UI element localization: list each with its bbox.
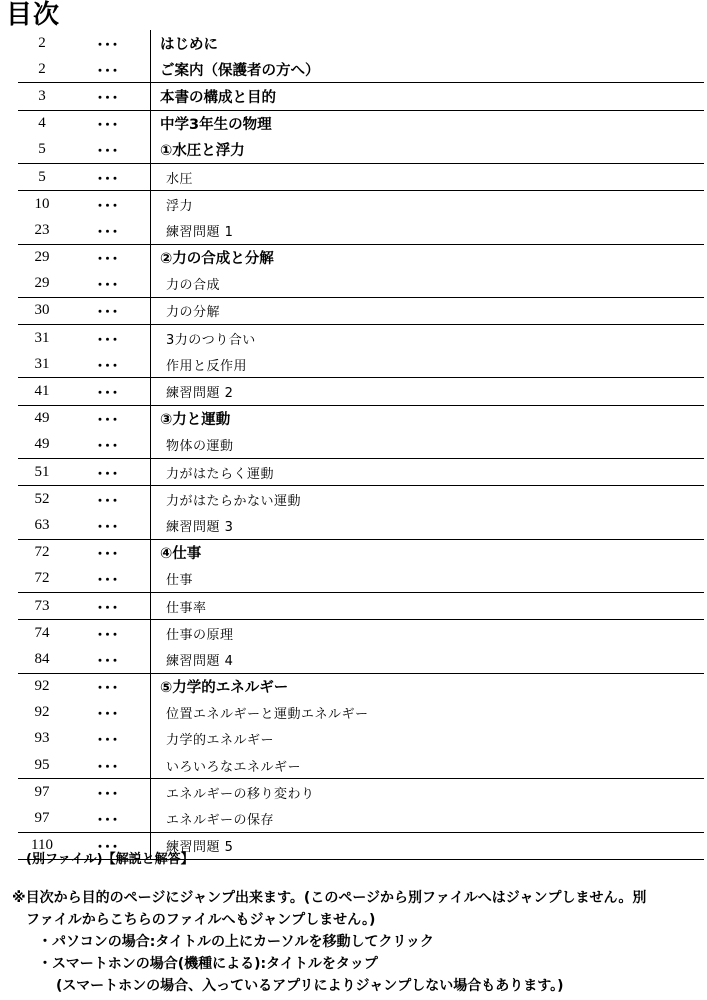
toc-entry-title[interactable]: 力の合成	[151, 271, 705, 298]
toc-entry[interactable]	[18, 405, 704, 432]
jump-note	[12, 887, 702, 997]
toc-leader-dots: ･･･	[66, 110, 151, 137]
toc-entry-title[interactable]: ①水圧と浮力	[151, 137, 705, 164]
toc-entry[interactable]	[18, 217, 704, 244]
toc-entry[interactable]	[18, 244, 704, 271]
toc-leader-dots: ･･･	[66, 405, 151, 432]
toc-leader-dots: ･･･	[96, 573, 120, 589]
toc-page-number: 10	[18, 191, 66, 218]
toc-leader-dots: ･･･	[96, 37, 120, 53]
toc-entry[interactable]	[18, 805, 704, 832]
toc-page-number: 110	[18, 832, 66, 859]
toc-entry-title[interactable]: 力学的エネルギー	[151, 726, 705, 752]
note-line-1: ※目次から目的のページにジャンプ出来ます。(このページから別ファイルへはジャンプしません。別	[12, 890, 647, 906]
toc-entry[interactable]	[18, 620, 704, 647]
toc-entry[interactable]	[18, 378, 704, 405]
toc-page-number: 73	[18, 592, 66, 619]
toc-entry[interactable]	[18, 83, 704, 110]
toc-entry[interactable]	[18, 110, 704, 137]
toc-entry[interactable]	[18, 163, 704, 190]
toc-entry-title[interactable]: 本書の構成と目的	[151, 83, 705, 110]
toc-page-number: 31	[34, 355, 50, 372]
toc-entry-title[interactable]: 3力のつり合い	[151, 325, 705, 352]
toc-page-number: 2	[38, 34, 46, 51]
toc-leader-dots: ･･･	[96, 144, 120, 160]
note-line-2: ファイルからこちらのファイルへもジャンプしません。)	[26, 912, 376, 928]
note-bullet-caveat: (スマートホンの場合、入っているアプリによりジャンプしない場合もあります。)	[56, 978, 564, 994]
toc-entry-title[interactable]: 位置エネルギーと運動エネルギー	[151, 700, 705, 726]
toc-page-number: 49	[18, 405, 66, 432]
toc-entry-title[interactable]: 作用と反作用	[151, 351, 705, 378]
toc-entry[interactable]	[18, 673, 704, 700]
toc-page-number: 23	[34, 221, 50, 238]
toc-leader-dots: ･･･	[66, 325, 151, 352]
toc-leader-dots: ･･･	[66, 539, 151, 566]
toc-leader-dots: ･･･	[66, 297, 151, 324]
toc-entry-title[interactable]: 仕事	[151, 566, 705, 593]
toc-entry-title[interactable]: 物体の運動	[151, 432, 705, 459]
toc-entry-title[interactable]: 仕事の原理	[151, 620, 705, 647]
toc-page-number: 63	[34, 516, 50, 533]
toc-leader-dots: ･･･	[96, 358, 120, 374]
toc-leader-dots: ･･･	[96, 733, 120, 749]
toc-leader-dots: ･･･	[66, 592, 151, 619]
toc-entry-title[interactable]: いろいろなエネルギー	[151, 752, 705, 779]
toc-entry-title[interactable]: 練習問題 3	[151, 512, 705, 539]
toc-page-number: 51	[18, 459, 66, 486]
toc-entry[interactable]	[18, 432, 704, 459]
toc-leader-dots: ･･･	[66, 163, 151, 190]
toc-leader-dots: ･･･	[96, 813, 120, 829]
note-bullet-pc: ・パソコンの場合:タイトルの上にカーソルを移動してクリック	[38, 934, 434, 950]
toc-entry-title[interactable]: 練習問題 5	[151, 832, 705, 859]
toc-entry-title[interactable]: エネルギーの保存	[151, 805, 705, 832]
toc-leader-dots: ･･･	[66, 673, 151, 700]
toc-entry-title[interactable]: 仕事率	[151, 592, 705, 619]
toc-entry[interactable]	[18, 191, 704, 218]
toc-entry[interactable]	[18, 539, 704, 566]
toc-leader-dots: ･･･	[96, 759, 120, 775]
toc-entry-title[interactable]: 練習問題 4	[151, 646, 705, 673]
toc-entry[interactable]	[18, 779, 704, 806]
toc-leader-dots: ･･･	[96, 707, 120, 723]
toc-page-number: 29	[34, 275, 50, 292]
toc-entry[interactable]	[18, 351, 704, 378]
toc-page-number: 5	[18, 163, 66, 190]
toc-leader-dots: ･･･	[96, 278, 120, 294]
toc-entry-title[interactable]: 浮力	[151, 191, 705, 218]
toc-page-number: 92	[18, 673, 66, 700]
toc-entry[interactable]	[18, 137, 704, 164]
toc-entry[interactable]	[18, 512, 704, 539]
toc-entry-title[interactable]: ②力の合成と分解	[151, 244, 705, 271]
toc-page-number: 93	[34, 730, 50, 747]
toc-page-number: 97	[18, 779, 66, 806]
toc-entry-title[interactable]: はじめに	[151, 30, 705, 56]
toc-entry-title[interactable]: ④仕事	[151, 539, 705, 566]
toc-page-number: 72	[34, 570, 50, 587]
toc-leader-dots: ･･･	[96, 519, 120, 535]
toc-entry[interactable]	[18, 297, 704, 324]
toc-page-number: 74	[18, 620, 66, 647]
toc-page-number: 72	[18, 539, 66, 566]
toc-entry-title[interactable]: 水圧	[151, 163, 705, 190]
toc-page-number: 29	[18, 244, 66, 271]
toc-page-number: 30	[18, 297, 66, 324]
note-bullet-smartphone: ・スマートホンの場合(機種による):タイトルをタップ	[38, 956, 378, 972]
appendix-link[interactable]: (別ファイル)【解説と解答】	[26, 852, 194, 867]
toc-entry[interactable]	[18, 30, 704, 56]
toc-leader-dots: ･･･	[66, 620, 151, 647]
toc-page-number: 92	[34, 704, 50, 721]
toc-leader-dots: ･･･	[66, 191, 151, 218]
toc-leader-dots: ･･･	[66, 459, 151, 486]
toc-entry-title[interactable]: 力がはたらく運動	[151, 459, 705, 486]
toc-entry-title[interactable]: ③力と運動	[151, 405, 705, 432]
toc-page-number: 84	[34, 650, 50, 667]
toc-entry-title[interactable]: 力がはたらかない運動	[151, 486, 705, 513]
toc-leader-dots: ･･･	[96, 653, 120, 669]
toc-entry[interactable]	[18, 459, 704, 486]
toc-entry-title[interactable]: 練習問題 2	[151, 378, 705, 405]
toc-leader-dots: ･･･	[66, 378, 151, 405]
toc-entry[interactable]	[18, 271, 704, 298]
toc-entry[interactable]	[18, 325, 704, 352]
toc-page-number: 97	[34, 810, 50, 827]
page-title: 目次	[6, 0, 61, 30]
toc-entry[interactable]	[18, 592, 704, 619]
toc-entry[interactable]	[18, 726, 704, 752]
toc-page-number: 49	[34, 436, 50, 453]
toc-entry[interactable]	[18, 646, 704, 673]
toc-page-number: 52	[18, 486, 66, 513]
toc-leader-dots: ･･･	[66, 832, 151, 859]
toc-entry-title[interactable]: 力の分解	[151, 297, 705, 324]
toc-table	[18, 30, 704, 860]
toc-entry-title[interactable]: 中学3年生の物理	[151, 110, 705, 137]
toc-entry[interactable]	[18, 566, 704, 593]
toc-entry-title[interactable]: ご案内（保護者の方へ）	[151, 56, 705, 83]
toc-entry[interactable]	[18, 56, 704, 83]
toc-page-number: 31	[18, 325, 66, 352]
toc-leader-dots: ･･･	[96, 63, 120, 79]
toc-entry-title[interactable]: エネルギーの移り変わり	[151, 779, 705, 806]
toc-entry-title[interactable]: 練習問題 1	[151, 217, 705, 244]
toc-leader-dots: ･･･	[66, 244, 151, 271]
toc-page-number: 5	[38, 141, 46, 158]
toc-leader-dots: ･･･	[96, 439, 120, 455]
toc-page-number: 3	[18, 83, 66, 110]
toc-page-number: 41	[18, 378, 66, 405]
toc-page-number: 4	[18, 110, 66, 137]
toc-entry[interactable]	[18, 752, 704, 779]
toc-leader-dots: ･･･	[66, 486, 151, 513]
toc-leader-dots: ･･･	[96, 224, 120, 240]
toc-leader-dots: ･･･	[66, 779, 151, 806]
toc-page-number: 2	[38, 60, 46, 77]
toc-entry[interactable]	[18, 486, 704, 513]
toc-page-number: 95	[34, 756, 50, 773]
toc-leader-dots: ･･･	[66, 83, 151, 110]
toc-entry-title[interactable]: ⑤力学的エネルギー	[151, 673, 705, 700]
toc-entry[interactable]	[18, 700, 704, 726]
